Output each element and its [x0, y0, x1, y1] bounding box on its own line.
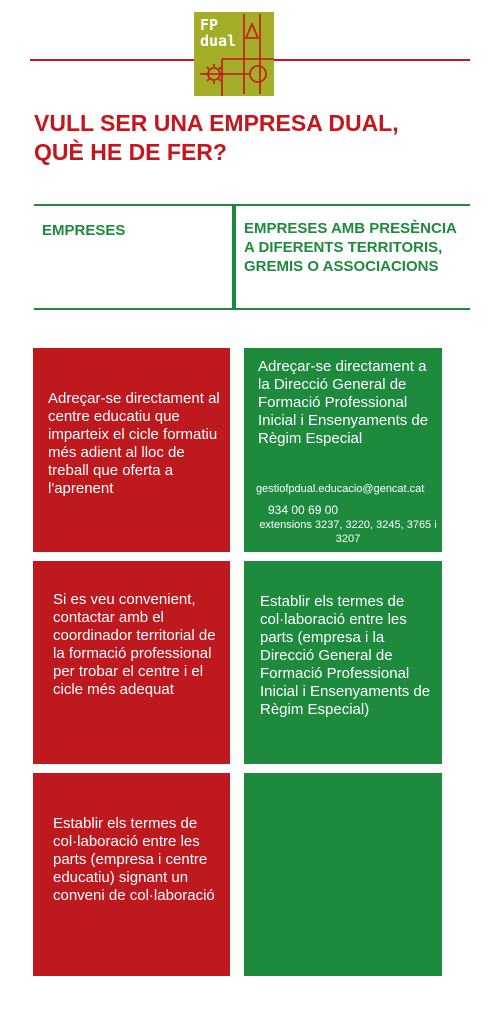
- step-card-empreses-2: [33, 561, 230, 764]
- step-card-territoris-2: [244, 561, 442, 764]
- step-text: Establir els termes de col·laboració entre les parts (empresa i la Direcció General de Formació Professional Inicial i Ensenyaments de Règim Especial): [260, 593, 431, 718]
- header-bottom-rule: [34, 308, 470, 310]
- header-top-rule: [34, 204, 470, 206]
- fp-dual-logo: [194, 12, 274, 96]
- logo-text-fp: FP: [200, 16, 219, 34]
- step-card-territoris-1: [244, 348, 442, 552]
- logo-text-dual: dual: [200, 32, 237, 50]
- step-card-territoris-3: [244, 773, 442, 976]
- step-text: Adreçar-se directament a la Direcció General de Formació Professional Inicial i Ensenyaments de Règim Especial: [258, 358, 429, 447]
- column-header-empreses-territoris: EMPRESES AMB PRESÈNCIA A DIFERENTS TERRITORIS, GREMIS O ASSOCIACIONS: [244, 220, 457, 275]
- contact-extensions: extensions 3237, 3220, 3245, 3765 i 3207: [259, 519, 437, 545]
- step-text: Si es veu convenient, contactar amb el coordinador territorial de la formació professional per trobar el centre i el cicle més adequat: [53, 591, 216, 698]
- column-header-empreses: EMPRESES: [42, 222, 126, 239]
- step-text: Establir els termes de col·laboració entre les parts (empresa i centre educatiu) signant un conveni de col·laboració: [53, 815, 215, 904]
- page-title: VULL SER UNA EMPRESA DUAL, QUÈ HE DE FER?: [34, 110, 399, 165]
- column-headers: [34, 204, 470, 310]
- contact-phone: 934 00 69 00: [268, 503, 339, 517]
- header-divider: [232, 204, 236, 310]
- step-text: Adreçar-se directament al centre educatiu que imparteix el cicle formatiu més adient al lloc de treball que oferta a l'aprenent: [48, 390, 220, 497]
- step-card-empreses-1: [33, 348, 230, 552]
- circuit-graphic-icon: [194, 12, 274, 96]
- contact-email[interactable]: gestiofpdual.educacio@gencat.cat: [256, 483, 425, 495]
- step-card-empreses-3: [33, 773, 230, 976]
